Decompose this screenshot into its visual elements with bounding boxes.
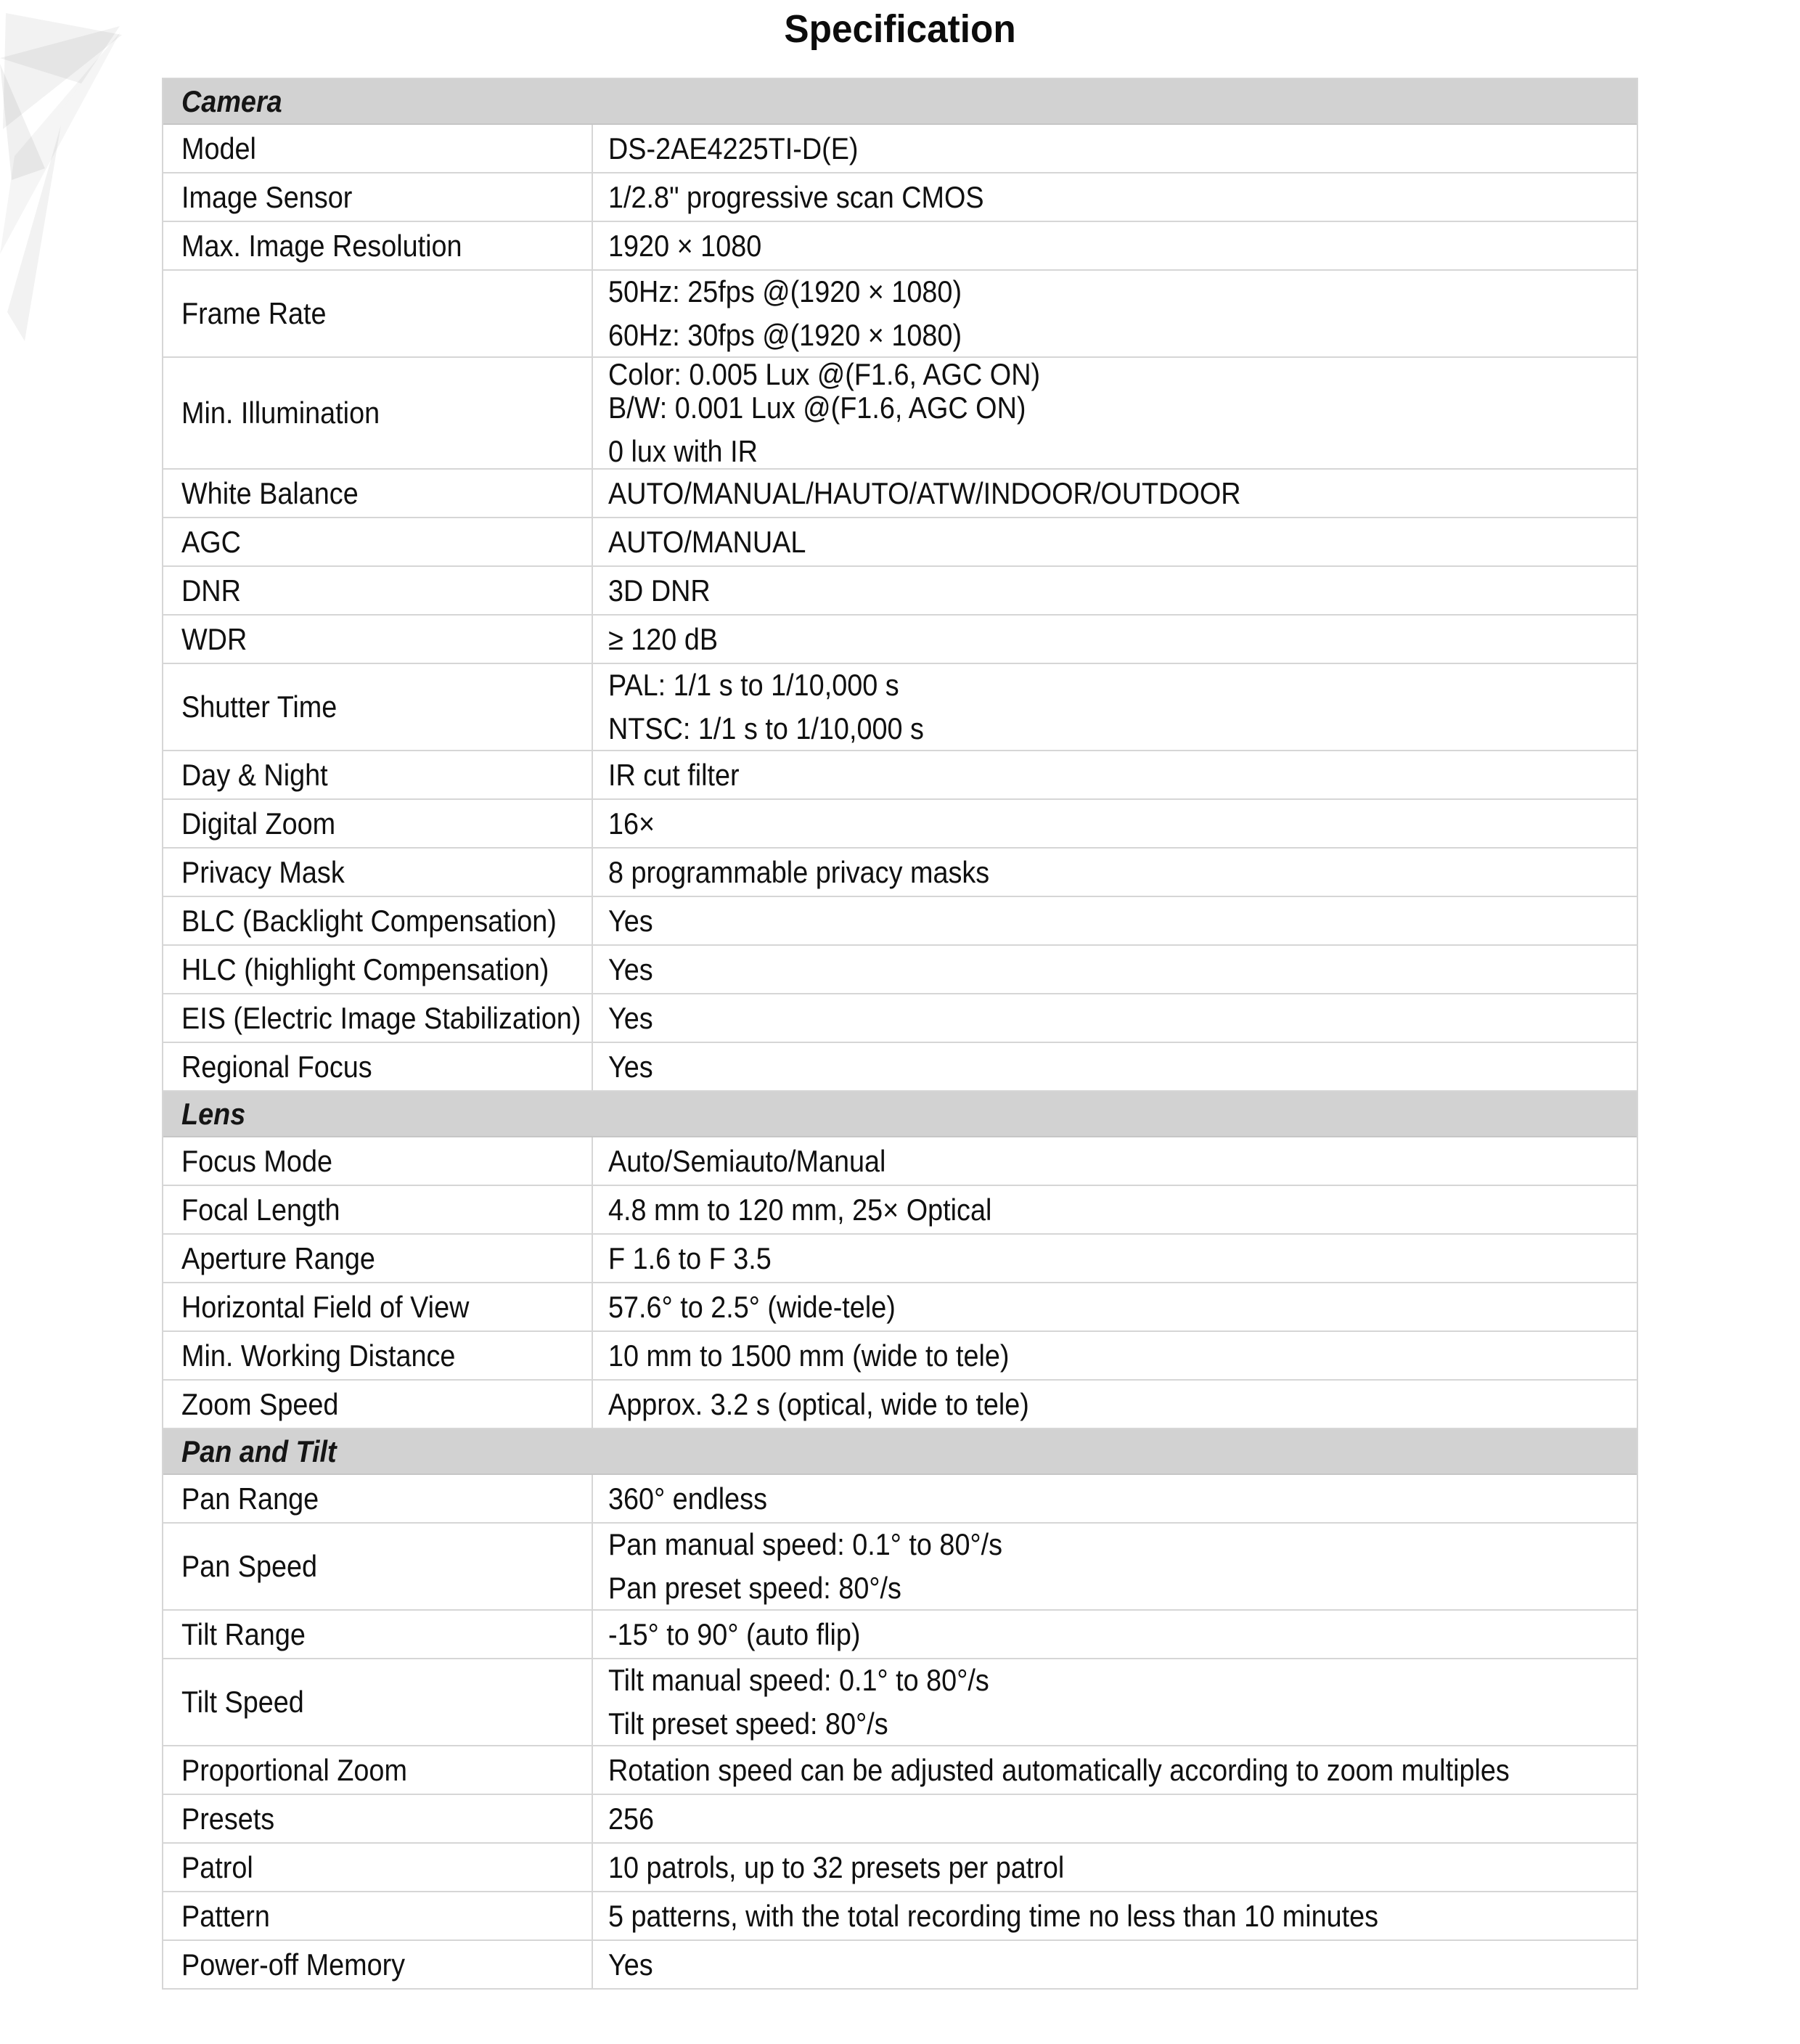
value-paragraph <box>608 1571 1637 1605</box>
value-line <box>608 759 1637 792</box>
row-label-text: Horizontal Field of View <box>181 1289 470 1324</box>
section-header-label: Pan and Tilt <box>181 1434 337 1468</box>
value-paragraph <box>608 1002 1637 1035</box>
row-label-text: Aperture Range <box>181 1240 375 1275</box>
row-value <box>593 518 1637 565</box>
row-value <box>593 567 1637 614</box>
row-label-text: Pattern <box>181 1898 270 1933</box>
table-row-pattern <box>163 1892 1637 1941</box>
row-label <box>163 994 593 1042</box>
value-line <box>608 1618 1637 1651</box>
value-paragraph <box>608 477 1637 510</box>
value-line <box>608 435 1637 468</box>
value-paragraph <box>608 1618 1637 1651</box>
value-line <box>608 526 1637 559</box>
value-text: Approx. 3.2 s (optical, wide to tele) <box>608 1386 1029 1421</box>
value-text: AUTO/MANUAL <box>608 524 806 559</box>
section-header-label: Lens <box>181 1096 246 1131</box>
row-label-text: BLC (Backlight Compensation) <box>181 903 557 938</box>
row-label <box>163 271 593 356</box>
row-label-text: HLC (highlight Compensation) <box>181 952 549 986</box>
row-value <box>593 125 1637 172</box>
value-line <box>608 904 1637 938</box>
row-label <box>163 470 593 517</box>
value-line <box>608 953 1637 986</box>
value-paragraph <box>608 435 1637 468</box>
value-text: 60Hz: 30fps @(1920 × 1080) <box>608 318 962 352</box>
row-label-text: DNR <box>181 573 241 608</box>
value-line <box>608 1002 1637 1035</box>
value-paragraph <box>608 1339 1637 1373</box>
value-text: 256 <box>608 1801 655 1836</box>
table-row-eis-electric-image-stabilization <box>163 994 1637 1043</box>
row-label-text: Regional Focus <box>181 1049 372 1084</box>
row-value <box>593 470 1637 517</box>
row-label <box>163 1941 593 1988</box>
row-value <box>593 1283 1637 1330</box>
value-text: 1920 × 1080 <box>608 228 762 263</box>
row-value <box>593 173 1637 221</box>
row-value <box>593 1844 1637 1891</box>
value-line <box>608 1050 1637 1084</box>
row-value <box>593 1332 1637 1379</box>
value-text: 5 patterns, with the total recording time no less than 10 minutes <box>608 1898 1379 1933</box>
row-label <box>163 358 593 468</box>
value-text: Rotation speed can be adjusted automatically according to zoom multiples <box>608 1752 1510 1787</box>
value-line <box>608 1948 1637 1982</box>
row-label-text: Zoom Speed <box>181 1386 339 1421</box>
value-paragraph <box>608 759 1637 792</box>
value-line <box>608 1291 1637 1324</box>
value-paragraph <box>608 1802 1637 1836</box>
value-line <box>608 275 1637 308</box>
page-title-text: Specification <box>784 7 1016 51</box>
value-paragraph <box>608 1388 1637 1421</box>
row-label <box>163 567 593 614</box>
section-header-pan-and-tilt <box>163 1429 1637 1475</box>
row-value <box>593 358 1637 468</box>
value-line <box>608 1754 1637 1787</box>
row-label-text: AGC <box>181 524 241 559</box>
value-line <box>608 132 1637 165</box>
row-label <box>163 897 593 944</box>
table-row-agc <box>163 518 1637 567</box>
value-text: Yes <box>608 903 653 938</box>
table-row-privacy-mask <box>163 849 1637 897</box>
value-paragraph <box>608 807 1637 841</box>
row-value <box>593 616 1637 663</box>
row-value <box>593 1746 1637 1794</box>
value-paragraph <box>608 1707 1637 1741</box>
row-label <box>163 173 593 221</box>
row-value <box>593 271 1637 356</box>
value-line <box>608 712 1637 745</box>
row-label-text: Presets <box>181 1801 275 1836</box>
row-label <box>163 1332 593 1379</box>
value-paragraph <box>608 1754 1637 1787</box>
table-row-image-sensor <box>163 173 1637 222</box>
value-paragraph <box>608 1482 1637 1516</box>
value-text: Color: 0.005 Lux @(F1.6, AGC ON) <box>608 357 1041 391</box>
value-line <box>608 1851 1637 1884</box>
row-label <box>163 1381 593 1428</box>
value-line <box>608 358 1637 391</box>
row-value <box>593 222 1637 269</box>
value-paragraph <box>608 712 1637 745</box>
section-header-label: Camera <box>181 83 282 118</box>
table-row-min-working-distance <box>163 1332 1637 1381</box>
row-label-text: Frame Rate <box>181 296 327 330</box>
value-paragraph <box>608 1145 1637 1178</box>
table-row-max-image-resolution <box>163 222 1637 271</box>
value-text: 1/2.8" progressive scan CMOS <box>608 179 984 214</box>
row-label <box>163 125 593 172</box>
value-line <box>608 1707 1637 1741</box>
value-line <box>608 1900 1637 1933</box>
value-line <box>608 669 1637 702</box>
table-row-blc-backlight-compensation <box>163 897 1637 946</box>
row-value <box>593 1892 1637 1939</box>
row-label <box>163 1795 593 1842</box>
value-text: F 1.6 to F 3.5 <box>608 1240 772 1275</box>
value-line <box>608 1242 1637 1275</box>
table-row-dnr <box>163 567 1637 616</box>
row-label-text: Min. Working Distance <box>181 1338 456 1373</box>
table-row-digital-zoom <box>163 800 1637 849</box>
value-paragraph <box>608 358 1637 425</box>
value-paragraph <box>608 1900 1637 1933</box>
row-value <box>593 897 1637 944</box>
row-label <box>163 751 593 798</box>
table-row-presets <box>163 1795 1637 1844</box>
table-row-proportional-zoom <box>163 1746 1637 1795</box>
page-title <box>0 0 1800 58</box>
value-line <box>608 1339 1637 1373</box>
value-line <box>608 391 1637 425</box>
value-paragraph <box>608 181 1637 214</box>
value-line <box>608 1528 1637 1561</box>
value-line <box>608 1664 1637 1697</box>
value-text: 10 mm to 1500 mm (wide to tele) <box>608 1338 1010 1373</box>
table-row-shutter-time <box>163 664 1637 751</box>
value-paragraph <box>608 1291 1637 1324</box>
value-line <box>608 181 1637 214</box>
value-text: Tilt manual speed: 0.1° to 80°/s <box>608 1663 989 1697</box>
row-label-text: Max. Image Resolution <box>181 228 462 263</box>
value-text: 8 programmable privacy masks <box>608 854 990 889</box>
value-paragraph <box>608 132 1637 165</box>
row-label <box>163 1283 593 1330</box>
table-row-tilt-speed <box>163 1659 1637 1746</box>
spec-table <box>162 78 1638 1990</box>
table-row-white-balance <box>163 470 1637 518</box>
value-text: 3D DNR <box>608 573 711 608</box>
value-paragraph <box>608 1528 1637 1561</box>
row-label <box>163 946 593 993</box>
table-row-wdr <box>163 616 1637 664</box>
row-label <box>163 1043 593 1090</box>
value-text: ≥ 120 dB <box>608 621 719 656</box>
value-text: Auto/Semiauto/Manual <box>608 1143 886 1178</box>
value-text: AUTO/MANUAL/HAUTO/ATW/INDOOR/OUTDOOR <box>608 475 1241 510</box>
value-line <box>608 574 1637 608</box>
value-paragraph <box>608 1193 1637 1227</box>
value-paragraph <box>608 1242 1637 1275</box>
row-value <box>593 1235 1637 1282</box>
value-text: 10 patrols, up to 32 presets per patrol <box>608 1849 1065 1884</box>
value-line <box>608 1145 1637 1178</box>
row-label-text: Pan Speed <box>181 1549 318 1583</box>
row-value <box>593 751 1637 798</box>
row-value <box>593 664 1637 750</box>
table-row-min-illumination <box>163 358 1637 470</box>
value-text: DS-2AE4225TI-D(E) <box>608 131 859 165</box>
value-text: 0 lux with IR <box>608 434 758 468</box>
row-label-text: Focal Length <box>181 1192 340 1227</box>
row-label <box>163 1611 593 1658</box>
row-value <box>593 1611 1637 1658</box>
row-label-text: Patrol <box>181 1849 253 1884</box>
row-label-text: Tilt Range <box>181 1616 306 1651</box>
table-row-frame-rate <box>163 271 1637 358</box>
row-value <box>593 1941 1637 1988</box>
value-text: PAL: 1/1 s to 1/10,000 s <box>608 668 899 702</box>
row-label <box>163 1235 593 1282</box>
row-label <box>163 1524 593 1609</box>
value-text: Pan preset speed: 80°/s <box>608 1571 901 1605</box>
table-row-patrol <box>163 1844 1637 1892</box>
value-line <box>608 1193 1637 1227</box>
row-label-text: Focus Mode <box>181 1143 332 1178</box>
row-value <box>593 1475 1637 1522</box>
value-paragraph <box>608 623 1637 656</box>
table-row-pan-speed <box>163 1524 1637 1611</box>
value-paragraph <box>608 856 1637 889</box>
value-text: IR cut filter <box>608 757 740 792</box>
row-label-text: WDR <box>181 621 248 656</box>
value-text: B/W: 0.001 Lux @(F1.6, AGC ON) <box>608 391 1026 425</box>
value-paragraph <box>608 669 1637 702</box>
row-label-text: Day & Night <box>181 757 328 792</box>
value-text: 57.6° to 2.5° (wide-tele) <box>608 1289 896 1324</box>
table-row-power-off-memory <box>163 1941 1637 1990</box>
value-line <box>608 319 1637 352</box>
row-label <box>163 1659 593 1745</box>
value-paragraph <box>608 1050 1637 1084</box>
value-text: Yes <box>608 1049 653 1084</box>
value-text: 16× <box>608 806 655 841</box>
row-value <box>593 1381 1637 1428</box>
row-label <box>163 1186 593 1233</box>
value-text: 4.8 mm to 120 mm, 25× Optical <box>608 1192 992 1227</box>
row-label <box>163 1475 593 1522</box>
value-paragraph <box>608 275 1637 308</box>
value-paragraph <box>608 1664 1637 1697</box>
value-text: Yes <box>608 952 653 986</box>
value-paragraph <box>608 1948 1637 1982</box>
value-text: 360° endless <box>608 1481 767 1516</box>
row-value <box>593 800 1637 847</box>
row-value <box>593 1043 1637 1090</box>
value-line <box>608 807 1637 841</box>
row-label <box>163 664 593 750</box>
row-value <box>593 849 1637 896</box>
section-header-camera <box>163 79 1637 125</box>
value-paragraph <box>608 319 1637 352</box>
value-line <box>608 856 1637 889</box>
value-text: Yes <box>608 1000 653 1035</box>
row-value <box>593 1137 1637 1185</box>
table-row-horizontal-field-of-view <box>163 1283 1637 1332</box>
value-paragraph <box>608 526 1637 559</box>
table-row-regional-focus <box>163 1043 1637 1092</box>
row-value <box>593 1795 1637 1842</box>
row-value <box>593 1524 1637 1609</box>
row-value <box>593 946 1637 993</box>
row-label-text: White Balance <box>181 475 359 510</box>
value-line <box>608 1388 1637 1421</box>
row-label-text: Proportional Zoom <box>181 1752 407 1787</box>
row-label <box>163 518 593 565</box>
value-text: -15° to 90° (auto flip) <box>608 1616 861 1651</box>
row-label <box>163 1137 593 1185</box>
value-text: 50Hz: 25fps @(1920 × 1080) <box>608 274 962 308</box>
value-line <box>608 477 1637 510</box>
row-label <box>163 1746 593 1794</box>
value-text: Yes <box>608 1947 653 1982</box>
value-paragraph <box>608 1851 1637 1884</box>
table-row-model <box>163 125 1637 173</box>
row-label-text: Privacy Mask <box>181 854 345 889</box>
table-row-pan-range <box>163 1475 1637 1524</box>
table-row-focal-length <box>163 1186 1637 1235</box>
section-header-lens <box>163 1092 1637 1137</box>
row-label-text: Image Sensor <box>181 179 353 214</box>
value-text: Pan manual speed: 0.1° to 80°/s <box>608 1527 1002 1561</box>
value-paragraph <box>608 574 1637 608</box>
table-row-tilt-range <box>163 1611 1637 1659</box>
value-line <box>608 1482 1637 1516</box>
table-row-focus-mode <box>163 1137 1637 1186</box>
row-label <box>163 800 593 847</box>
row-value <box>593 1659 1637 1745</box>
value-line <box>608 229 1637 263</box>
table-row-hlc-highlight-compensation <box>163 946 1637 994</box>
row-label-text: Shutter Time <box>181 690 338 724</box>
value-line <box>608 1571 1637 1605</box>
value-paragraph <box>608 953 1637 986</box>
row-label <box>163 1892 593 1939</box>
value-paragraph <box>608 904 1637 938</box>
value-line <box>608 623 1637 656</box>
table-row-zoom-speed <box>163 1381 1637 1429</box>
row-label-text: Digital Zoom <box>181 806 336 841</box>
row-label-text: Model <box>181 131 256 165</box>
table-row-aperture-range <box>163 1235 1637 1283</box>
row-value <box>593 1186 1637 1233</box>
row-label <box>163 849 593 896</box>
value-text: NTSC: 1/1 s to 1/10,000 s <box>608 711 924 745</box>
row-label <box>163 1844 593 1891</box>
value-paragraph <box>608 229 1637 263</box>
row-label-text: Tilt Speed <box>181 1685 304 1719</box>
value-text: Tilt preset speed: 80°/s <box>608 1706 888 1741</box>
row-value <box>593 994 1637 1042</box>
row-label <box>163 222 593 269</box>
row-label-text: Power-off Memory <box>181 1947 406 1982</box>
table-row-day-night <box>163 751 1637 800</box>
row-label <box>163 616 593 663</box>
row-label-text: Min. Illumination <box>181 396 380 430</box>
value-line <box>608 1802 1637 1836</box>
row-label-text: Pan Range <box>181 1481 319 1516</box>
row-label-text: EIS (Electric Image Stabilization) <box>181 1000 581 1035</box>
